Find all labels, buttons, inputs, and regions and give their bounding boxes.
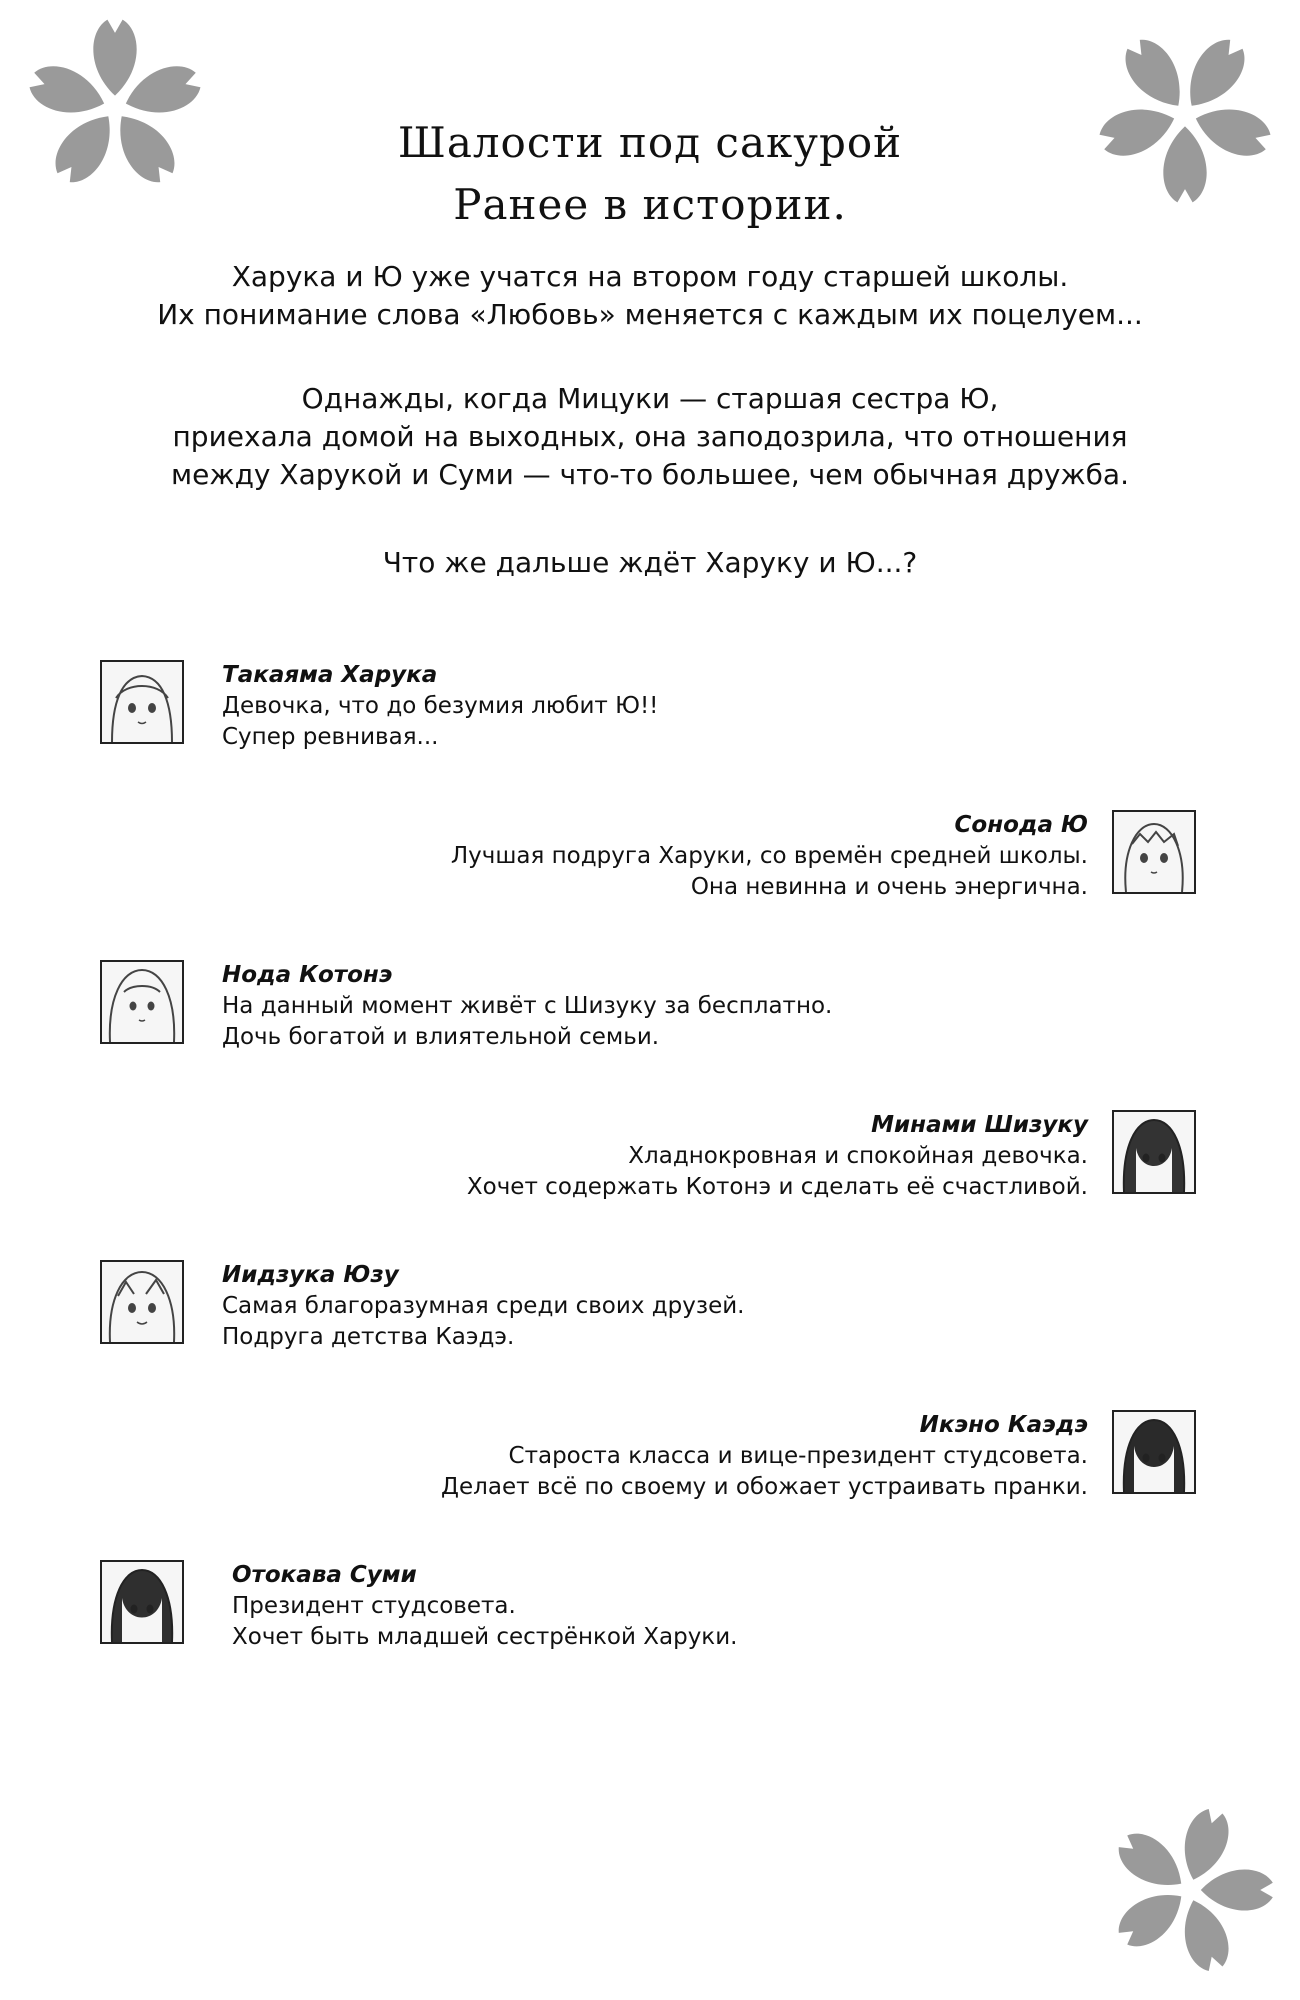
synopsis-paragraph-2 [0, 380, 1300, 494]
character-entry-shizuku [0, 1110, 1300, 1200]
character-entry-haruka [0, 660, 1300, 750]
character-description-line: Хладнокровная и спокойная девочка. [628, 1143, 1088, 1169]
character-portrait [100, 1560, 184, 1644]
character-name: Такаяма Харука [222, 662, 438, 688]
character-description-line: Дочь богатой и влиятельной семьи. [222, 1024, 660, 1050]
character-description-line: Девочка, что до безумия любит Ю!! [222, 693, 659, 719]
character-name: Иидзука Юзу [222, 1262, 399, 1288]
synopsis-line: Однажды, когда Мицуки — старшая сестра Ю, [301, 382, 999, 415]
character-name: Минами Шизуку [871, 1112, 1088, 1138]
character-description-line: Лучшая подруга Харуки, со времён средней школы. [450, 843, 1088, 869]
character-entry-kaede [0, 1410, 1300, 1500]
character-description-line: Хочет содержать Котонэ и сделать её счастливой. [466, 1174, 1088, 1200]
character-description-line: Президент студсовета. [232, 1593, 516, 1619]
character-description-line: Староста класса и вице-президент студсовета. [508, 1443, 1088, 1469]
page-title [0, 112, 1300, 236]
synopsis-line: между Харукой и Суми — что-то большее, чем обычная дружба. [171, 458, 1129, 491]
character-name: Сонода Ю [954, 812, 1088, 838]
character-description-line: Хочет быть младшей сестрёнкой Харуки. [232, 1624, 738, 1650]
character-description-line: Подруга детства Каэдэ. [222, 1324, 515, 1350]
character-description-line: Супер ревнивая... [222, 724, 439, 750]
character-text [222, 1260, 745, 1353]
synopsis-line: Их понимание слова «Любовь» меняется с каждым их поцелуем... [157, 298, 1143, 331]
character-text [467, 1110, 1088, 1203]
character-portrait [1112, 1410, 1196, 1494]
character-name: Нода Котонэ [222, 962, 393, 988]
character-text [232, 1560, 737, 1653]
character-description-line: Она невинна и очень энергична. [690, 874, 1088, 900]
synopsis-line: Что же дальше ждёт Харуку и Ю...? [382, 546, 918, 579]
synopsis-paragraph-3 [0, 544, 1300, 582]
title-line-1: Шалости под сакурой [397, 118, 903, 167]
character-entry-yu [0, 810, 1300, 900]
synopsis-line: Харука и Ю уже учатся на втором году старшей школы. [231, 260, 1069, 293]
character-text [451, 810, 1088, 903]
title-line-2: Ранее в истории. [453, 180, 847, 229]
character-portrait [1112, 810, 1196, 894]
character-entry-kotone [0, 960, 1300, 1050]
character-text [441, 1410, 1088, 1503]
sakura-flower-bottom-right-icon [1100, 1800, 1280, 1980]
character-description-line: На данный момент живёт с Шизуку за бесплатно. [222, 993, 833, 1019]
character-name: Отокава Суми [232, 1562, 417, 1588]
synopsis-line: приехала домой на выходных, она заподозрила, что отношения [172, 420, 1128, 453]
synopsis-paragraph-1 [0, 258, 1300, 334]
character-text [222, 660, 658, 753]
character-portrait [100, 660, 184, 744]
character-portrait [100, 960, 184, 1044]
character-text [222, 960, 832, 1053]
character-name: Икэно Каэдэ [919, 1412, 1088, 1438]
character-description-line: Делает всё по своему и обожает устраивать пранки. [441, 1474, 1088, 1500]
character-description-line: Самая благоразумная среди своих друзей. [222, 1293, 745, 1319]
character-portrait [1112, 1110, 1196, 1194]
character-portrait [100, 1260, 184, 1344]
character-entry-yuzu [0, 1260, 1300, 1350]
character-entry-sumi [0, 1560, 1300, 1650]
